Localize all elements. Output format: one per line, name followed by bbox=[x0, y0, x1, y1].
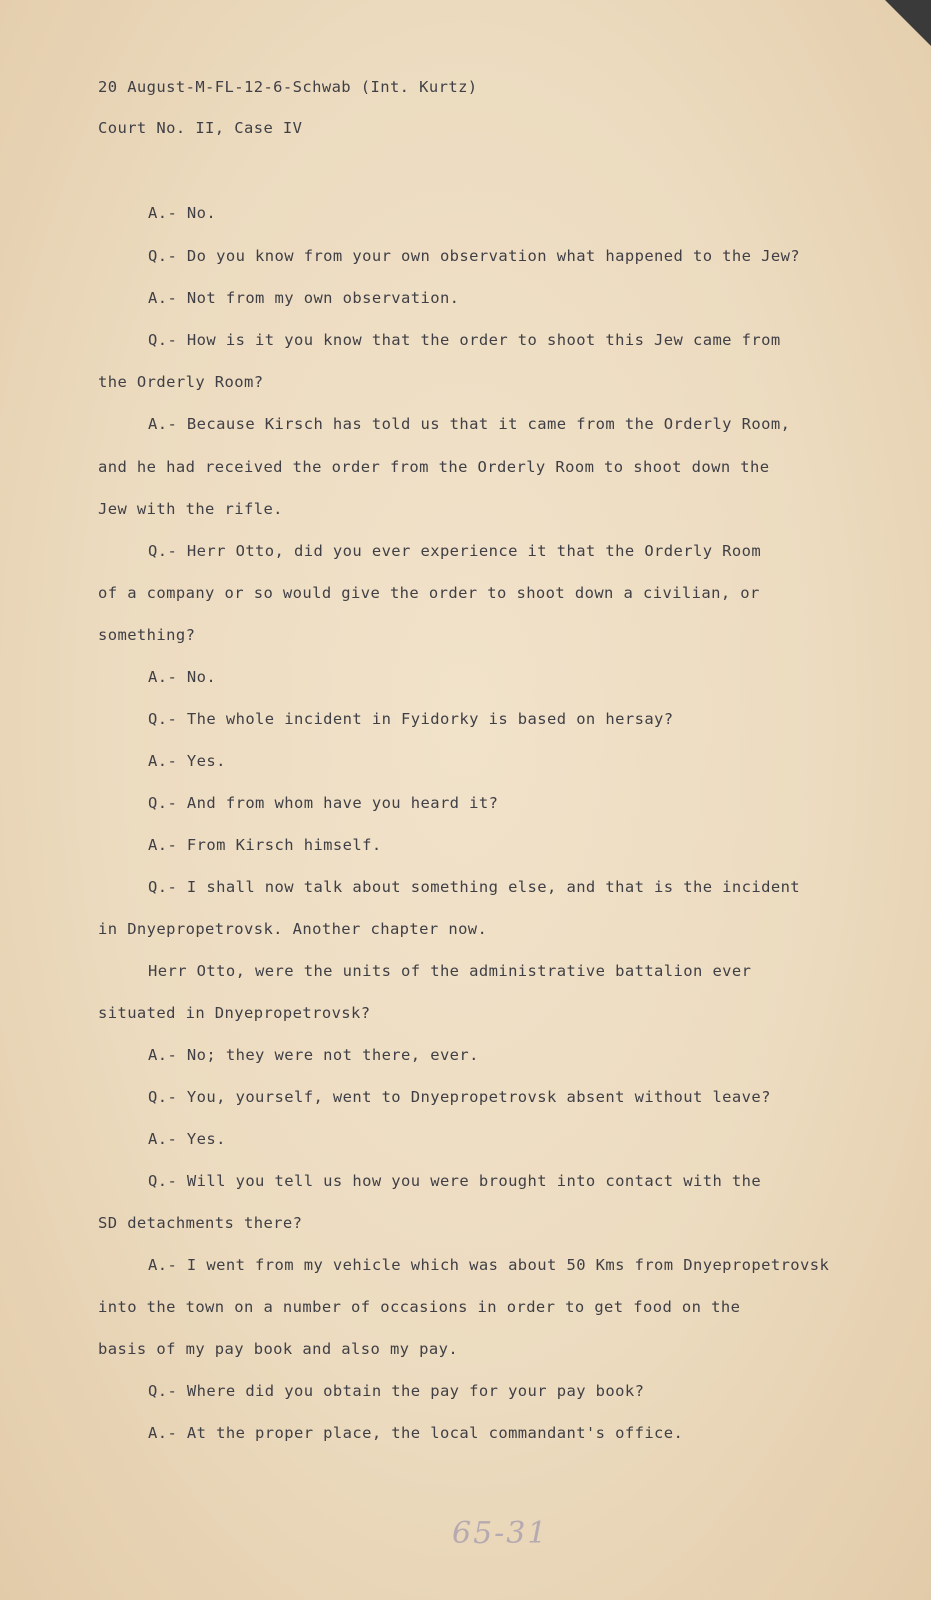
page-number: 65-31 bbox=[452, 1516, 549, 1551]
transcript-line: Q.- You, yourself, went to Dnyepropetrovsk absent without leave? bbox=[148, 1088, 771, 1106]
transcript-line: Q.- Where did you obtain the pay for your pay book? bbox=[148, 1382, 645, 1400]
transcript-line: A.- Because Kirsch has told us that it came from the Orderly Room, bbox=[148, 415, 791, 433]
transcript-line: something? bbox=[98, 626, 196, 644]
header-line-2: Court No. II, Case IV bbox=[98, 119, 303, 137]
header-line-1: 20 August-M-FL-12-6-Schwab (Int. Kurtz) bbox=[98, 78, 478, 96]
transcript-line: Q.- How is it you know that the order to shoot this Jew came from bbox=[148, 331, 781, 349]
transcript-line: A.- Not from my own observation. bbox=[148, 289, 460, 307]
transcript-line: Q.- Do you know from your own observation what happened to the Jew? bbox=[148, 247, 801, 265]
transcript-line: of a company or so would give the order to shoot down a civilian, or bbox=[98, 584, 760, 602]
transcript-line: Q.- And from whom have you heard it? bbox=[148, 794, 499, 812]
transcript-line: SD detachments there? bbox=[98, 1214, 303, 1232]
transcript-line: Q.- Herr Otto, did you ever experience it that the Orderly Room bbox=[148, 542, 762, 560]
page-corner bbox=[885, 0, 931, 46]
transcript-line: situated in Dnyepropetrovsk? bbox=[98, 1004, 371, 1022]
transcript-line: Q.- Will you tell us how you were brought into contact with the bbox=[148, 1172, 762, 1190]
transcript-line: Herr Otto, were the units of the administrative battalion ever bbox=[148, 962, 752, 980]
transcript-line: the Orderly Room? bbox=[98, 373, 264, 391]
transcript-line: Q.- I shall now talk about something else, and that is the incident bbox=[148, 878, 801, 896]
transcript-line: Jew with the rifle. bbox=[98, 500, 283, 518]
transcript-line: into the town on a number of occasions in order to get food on the bbox=[98, 1298, 741, 1316]
transcript-line: basis of my pay book and also my pay. bbox=[98, 1340, 459, 1358]
transcript-line: A.- No. bbox=[148, 204, 217, 222]
transcript-line: A.- At the proper place, the local commandant's office. bbox=[148, 1424, 684, 1442]
transcript-line: and he had received the order from the Orderly Room to shoot down the bbox=[98, 458, 770, 476]
transcript-line: A.- I went from my vehicle which was about 50 Kms from Dnyepropetrovsk bbox=[148, 1256, 830, 1274]
transcript-line: A.- Yes. bbox=[148, 752, 226, 770]
transcript-line: in Dnyepropetrovsk. Another chapter now. bbox=[98, 920, 488, 938]
transcript-line: Q.- The whole incident in Fyidorky is based on hersay? bbox=[148, 710, 674, 728]
transcript-line: A.- No; they were not there, ever. bbox=[148, 1046, 479, 1064]
transcript-line: A.- No. bbox=[148, 668, 217, 686]
transcript-line: A.- From Kirsch himself. bbox=[148, 836, 382, 854]
transcript-line: A.- Yes. bbox=[148, 1130, 226, 1148]
